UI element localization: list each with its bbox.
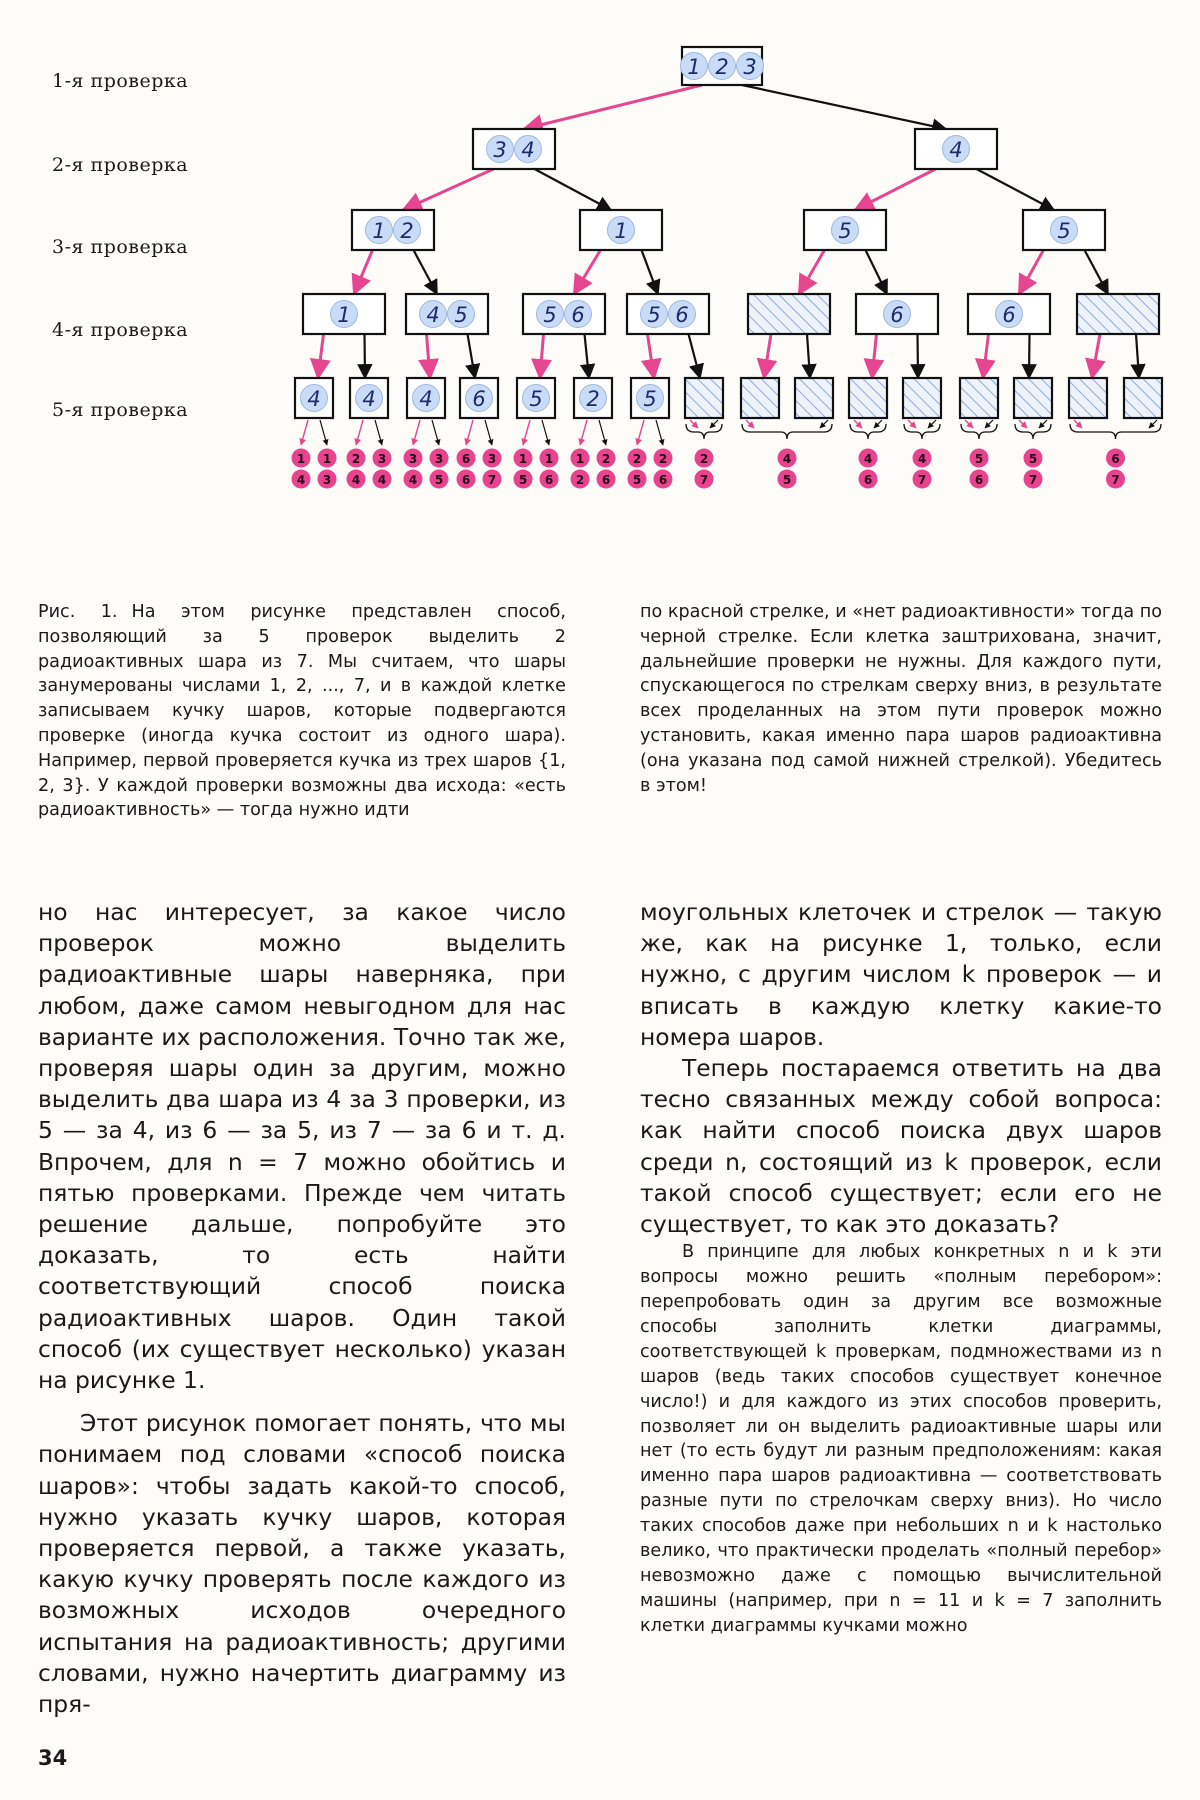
level-label-3: 3-я проверка — [52, 236, 189, 258]
result-ball-number: 6 — [658, 473, 668, 487]
result-ball-number: 3 — [408, 452, 418, 466]
red-arrow — [983, 334, 989, 378]
check-box — [849, 378, 887, 418]
result-ball-number: 1 — [518, 452, 528, 466]
brace — [904, 424, 940, 439]
result-pair — [628, 449, 647, 489]
ball-number: 4 — [426, 303, 440, 327]
leaf-black-arrow — [375, 420, 382, 445]
check-box — [741, 378, 779, 418]
ball-number: 4 — [949, 138, 963, 162]
result-pair — [859, 449, 878, 489]
result-pair — [695, 449, 714, 489]
check-box — [350, 378, 388, 418]
leaf-black-arrow — [320, 420, 327, 445]
hatched-box — [748, 294, 830, 334]
check-boxes — [295, 47, 1162, 418]
red-arrow — [524, 85, 702, 129]
result-ball-number: 3 — [487, 452, 497, 466]
brace — [961, 424, 997, 439]
body-paragraph: но нас интересует, за какое число проверок можно выделить радиоактивные шары наверняка, при любом, даже самом невыгодном для нас варианте их расположения. Точно так же, проверяя шары один за другим, можно выделить два шара из 4 за 3 проверки, из 5 — за 4, из 6 — за 5, из 7 — за 6 и т. д. Впрочем, для n = 7 можно обойтись и пятью проверками. Прежде чем читать решение дальше, попробуйте это доказать, то есть найти соответствующий способ поиска радиоактивных шаров. Один такой способ (их существует несколько) указан на рисунке 1. — [38, 898, 566, 1395]
red-arrow — [1019, 250, 1044, 294]
body-column-left — [38, 897, 566, 1720]
red-arrow — [855, 169, 936, 210]
result-ball-number: 6 — [863, 473, 873, 487]
figure-caption-right: по красной стрелке, и «нет радиоактивности» тогда по черной стрелке. Если клетка заштрихована, значит, дальнейшие проверки не нужны. Для каждого пути, спускающегося по стрелкам сверху вниз, в результате всех проделанных на этом пути проверок можно установить, какая именно пара шаров радиоактивна (она указана под самой нижней стрелкой). Убедитесь в этом! — [640, 602, 1162, 796]
check-box — [303, 294, 385, 334]
result-ball-number: 5 — [782, 473, 792, 487]
hatched-box — [685, 378, 723, 418]
ball-number: 4 — [307, 387, 321, 411]
result-ball-number: 5 — [518, 473, 528, 487]
result-pair — [970, 449, 989, 489]
hatched-box — [960, 378, 998, 418]
check-box — [580, 210, 662, 250]
result-pair — [1024, 449, 1043, 489]
red-arrow — [872, 334, 877, 378]
result-pair — [457, 449, 476, 489]
black-arrow — [977, 169, 1055, 210]
leaf-red-arrow — [637, 420, 644, 445]
check-box — [631, 378, 669, 418]
black-arrow — [1136, 334, 1139, 378]
result-ball-number: 7 — [1111, 473, 1120, 487]
black-arrow — [689, 334, 701, 378]
leaf-red-arrow — [908, 420, 916, 428]
leaf-black-arrow — [656, 420, 663, 445]
result-ball-number: 4 — [782, 452, 792, 466]
result-pair — [292, 449, 311, 489]
result-ball-number: 6 — [601, 473, 611, 487]
black-arrow — [365, 334, 366, 378]
leaf-black-arrow — [485, 420, 492, 445]
black-arrow — [742, 85, 946, 129]
check-box — [960, 378, 998, 418]
black-arrow — [642, 250, 659, 294]
brace — [1070, 424, 1161, 439]
leaf-red-arrow — [523, 420, 530, 445]
page-number: 34 — [38, 1746, 68, 1770]
ball-number: 1 — [372, 219, 386, 243]
check-box — [681, 47, 764, 85]
body-small-paragraph: В принципе для любых конкретных n и k эти вопросы можно решить «полным перебором»: перепробовать один за другим все возможные способы заполнить клетки диаграммы, соответствующей k проверкам, подмножествами из n шаров (ведь таких способов существует конечное число!) и для каждого из этих способов проверить, позволяет ли он выделить радиоактивные шары или нет (то есть будут ли разным предположениям: какая именно пара шаров радиоактивна — соответствовать разные пути по стрелочкам сверху вниз). Но число таких способов даже при небольших n и k настолько велико, что практически проделать «полный перебор» невозможно даже с помощью вычислительной машины (например, при n = 11 и k = 7 заполнить клетки диаграммы кучками можно — [640, 1242, 1162, 1636]
hatched-box — [795, 378, 833, 418]
black-arrow — [535, 169, 612, 210]
check-box — [903, 378, 941, 418]
result-ball-number: 1 — [544, 452, 554, 466]
result-pair — [913, 449, 932, 489]
leaf-black-arrow — [820, 420, 828, 428]
leaf-black-arrow — [599, 420, 606, 445]
result-ball-number: 3 — [434, 452, 444, 466]
leaf-black-arrow — [985, 420, 993, 428]
check-box — [523, 294, 605, 334]
check-box — [460, 378, 498, 418]
leaf-black-arrow — [710, 420, 718, 428]
caption-prefix: Рис. 1. — [38, 602, 118, 622]
black-arrow — [585, 334, 590, 378]
check-box — [407, 378, 445, 418]
level-label-2: 2-я проверка — [52, 154, 189, 176]
red-arrow — [1092, 334, 1100, 378]
level-label-4: 4-я проверка — [52, 319, 189, 341]
check-box — [517, 378, 555, 418]
ball-number: 4 — [362, 387, 376, 411]
result-ball-number: 1 — [575, 452, 585, 466]
black-arrow — [1029, 334, 1030, 378]
ball-number: 6 — [675, 303, 689, 327]
red-arrow — [799, 250, 825, 294]
leaf-black-arrow — [542, 420, 549, 445]
leaf-black-arrow — [432, 420, 439, 445]
brace — [850, 424, 886, 439]
result-pair — [1106, 449, 1125, 489]
leaf-red-arrow — [690, 420, 698, 428]
black-arrow — [918, 334, 919, 378]
brace — [686, 424, 722, 439]
check-box — [627, 294, 709, 334]
ball-number: 5 — [529, 387, 543, 411]
result-ball-number: 5 — [434, 473, 444, 487]
ball-number: 6 — [1002, 303, 1016, 327]
red-arrow — [318, 334, 324, 378]
body-paragraph: Теперь постараемся ответить на два тесно связанных между собой вопроса: как найти способ поиска двух шаров среди n, состоящий из k проверок, если такой способ существует; если его не существует, то как это доказать? — [640, 1054, 1162, 1239]
leaf-red-arrow — [746, 420, 754, 428]
red-arrow — [764, 334, 771, 378]
leaf-black-arrow — [1039, 420, 1047, 428]
check-box — [915, 129, 997, 169]
result-pair — [483, 449, 502, 489]
leaf-black-arrow — [1149, 420, 1157, 428]
leaf-red-arrow — [301, 420, 308, 445]
ball-number: 2 — [400, 219, 414, 243]
result-ball-number: 4 — [296, 473, 306, 487]
leaf-red-arrow — [1074, 420, 1082, 428]
ball-number: 3 — [493, 138, 507, 162]
brace — [1015, 424, 1051, 439]
check-box — [804, 210, 886, 250]
check-box — [795, 378, 833, 418]
ball-number: 6 — [571, 303, 585, 327]
result-pair — [318, 449, 337, 489]
leaf-red-arrow — [413, 420, 420, 445]
result-pair — [571, 449, 590, 489]
result-pair — [778, 449, 797, 489]
brace — [742, 424, 832, 439]
leaf-red-arrow — [1019, 420, 1027, 428]
result-ball-number: 5 — [974, 452, 984, 466]
ball-number: 5 — [543, 303, 557, 327]
ball-number: 3 — [743, 55, 757, 79]
result-ball-number: 4 — [863, 452, 873, 466]
result-ball-number: 7 — [1028, 473, 1038, 487]
ball-number: 5 — [1057, 219, 1071, 243]
result-pairs — [292, 449, 1126, 489]
body-column-right — [640, 897, 1162, 1639]
level-label-5: 5-я проверка — [52, 399, 189, 421]
black-arrow — [468, 334, 476, 378]
result-ball-number: 6 — [974, 473, 984, 487]
result-ball-number: 7 — [917, 473, 927, 487]
hatched-box — [849, 378, 887, 418]
result-ball-number: 2 — [351, 452, 361, 466]
check-box — [1014, 378, 1052, 418]
result-pair — [540, 449, 559, 489]
ball-number: 5 — [643, 387, 657, 411]
check-box — [1124, 378, 1162, 418]
check-box — [352, 210, 434, 250]
result-ball-number: 4 — [917, 452, 927, 466]
leaf-red-arrow — [356, 420, 363, 445]
check-box — [748, 294, 830, 334]
black-arrow — [807, 334, 810, 378]
ball-number: 5 — [454, 303, 468, 327]
ball-number: 5 — [647, 303, 661, 327]
ball-number: 4 — [419, 387, 433, 411]
hatched-box — [1014, 378, 1052, 418]
red-arrow — [540, 334, 544, 378]
result-pair — [347, 449, 366, 489]
result-pair — [373, 449, 392, 489]
result-ball-number: 6 — [461, 473, 471, 487]
result-pair — [430, 449, 449, 489]
result-ball-number: 2 — [658, 452, 668, 466]
leaf-red-arrow — [466, 420, 473, 445]
result-ball-number: 4 — [408, 473, 418, 487]
result-ball-number: 5 — [632, 473, 642, 487]
black-arrow — [414, 250, 438, 294]
ball-number: 1 — [687, 55, 701, 79]
result-pair — [514, 449, 533, 489]
result-ball-number: 3 — [322, 473, 332, 487]
result-ball-number: 6 — [544, 473, 554, 487]
hatched-box — [1069, 378, 1107, 418]
check-box — [968, 294, 1050, 334]
check-box — [1023, 210, 1105, 250]
result-ball-number: 6 — [461, 452, 471, 466]
result-ball-number: 7 — [487, 473, 497, 487]
check-box — [473, 129, 555, 169]
result-ball-number: 1 — [296, 452, 306, 466]
red-arrow — [403, 169, 494, 210]
result-ball-number: 2 — [601, 452, 611, 466]
caption-left-text: На этом рисунке представлен способ, позволяющий за 5 проверок выделить 2 радиоактивных шара из 7. Мы считаем, что шары занумерованы числами 1, 2, ..., 7, и в каждой клетке записываем кучку шаров, которые подвергаются проверке (иногда кучка состоит из одного шара). Например, первой проверяется кучка из трех шаров {1, 2, 3}. У каждой проверки возможны два исхода: «есть радиоактивность» — тогда нужно идти — [38, 602, 566, 821]
hatched-box — [1124, 378, 1162, 418]
result-pair — [404, 449, 423, 489]
check-box — [856, 294, 938, 334]
result-ball-number: 6 — [1111, 452, 1120, 466]
result-ball-number: 7 — [699, 473, 709, 487]
red-arrow — [574, 250, 601, 294]
leaf-black-arrow — [874, 420, 882, 428]
check-box — [295, 378, 333, 418]
level-label-1: 1-я проверка — [52, 70, 189, 92]
body-paragraph: Этот рисунок помогает понять, что мы понимаем под словами «способ поиска шаров»: чтобы задать какой-то способ, нужно указать кучку шаров, которая проверяется первой, а также указать, какую кучку проверять после каждого из возможных исходов очередного испытания на радиоактивность; другими словами, нужно начертить диаграмму из пря- — [38, 1409, 566, 1719]
check-box — [406, 294, 488, 334]
body-paragraph: моугольных клеточек и стрелок — такую же, как на рисунке 1, только, если нужно, с другим числом k проверок — и вписать в каждую клетку какие-то номера шаров. — [640, 898, 1162, 1051]
result-ball-number: 3 — [377, 452, 387, 466]
ball-number: 2 — [586, 387, 600, 411]
result-ball-number: 4 — [377, 473, 387, 487]
figure-caption-left — [38, 600, 566, 823]
ball-number: 6 — [890, 303, 904, 327]
result-ball-number: 5 — [1028, 452, 1038, 466]
ball-number: 2 — [715, 55, 729, 79]
result-ball-number: 2 — [632, 452, 642, 466]
result-ball-number: 4 — [351, 473, 361, 487]
black-arrow — [866, 250, 888, 294]
result-ball-number: 2 — [575, 473, 585, 487]
check-box — [1069, 378, 1107, 418]
ball-number: 5 — [838, 219, 852, 243]
result-pair — [597, 449, 616, 489]
check-box — [574, 378, 612, 418]
check-box — [685, 378, 723, 418]
result-ball-number: 1 — [322, 452, 332, 466]
result-pair — [654, 449, 673, 489]
leaf-red-arrow — [854, 420, 862, 428]
ball-number: 6 — [472, 387, 486, 411]
black-arrow — [1085, 250, 1109, 294]
ball-number: 1 — [337, 303, 351, 327]
leaf-red-arrow — [580, 420, 587, 445]
red-arrow — [427, 334, 431, 378]
red-arrow — [354, 250, 373, 294]
check-box — [1077, 294, 1159, 334]
ball-number: 1 — [614, 219, 628, 243]
leaf-red-arrow — [965, 420, 973, 428]
hatched-box — [741, 378, 779, 418]
leaf-black-arrow — [928, 420, 936, 428]
hatched-box — [903, 378, 941, 418]
hatched-box — [1077, 294, 1159, 334]
red-arrow — [648, 334, 655, 378]
ball-number: 4 — [521, 138, 535, 162]
result-ball-number: 2 — [699, 452, 709, 466]
